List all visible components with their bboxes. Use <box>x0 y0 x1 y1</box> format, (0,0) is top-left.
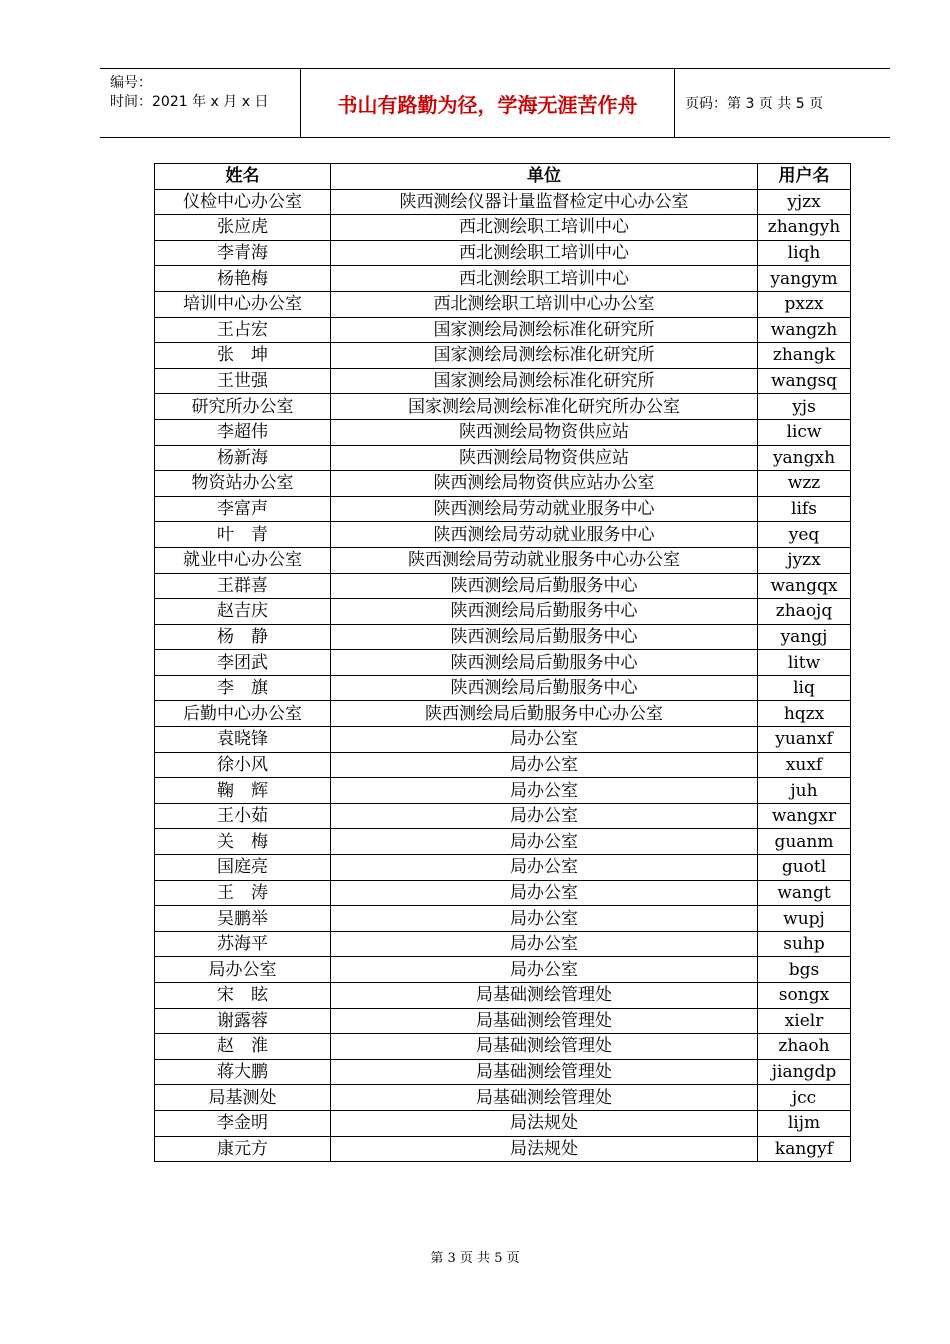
cell-name: 蒋大鹏 <box>155 1059 331 1085</box>
table-row <box>155 317 851 343</box>
cell-name: 徐小风 <box>155 752 331 778</box>
cell-username: yangym <box>758 266 851 292</box>
cell-name: 仪检中心办公室 <box>155 189 331 215</box>
cell-unit: 局办公室 <box>331 931 758 957</box>
table-row <box>155 343 851 369</box>
cell-unit: 陕西测绘局后勤服务中心 <box>331 675 758 701</box>
table-row <box>155 1110 851 1136</box>
cell-unit: 局办公室 <box>331 829 758 855</box>
cell-unit: 陕西测绘局物资供应站 <box>331 445 758 471</box>
cell-unit: 局办公室 <box>331 957 758 983</box>
cell-name: 李 旗 <box>155 675 331 701</box>
cell-username: wangzh <box>758 317 851 343</box>
cell-unit: 西北测绘职工培训中心 <box>331 215 758 241</box>
cell-username: wupj <box>758 906 851 932</box>
table-row <box>155 419 851 445</box>
cell-name: 李金明 <box>155 1110 331 1136</box>
table-row <box>155 1008 851 1034</box>
cell-unit: 局办公室 <box>331 803 758 829</box>
cell-username: yjs <box>758 394 851 420</box>
column-header-unit: 单位 <box>331 164 758 190</box>
table-row <box>155 215 851 241</box>
table-row <box>155 368 851 394</box>
table-row <box>155 496 851 522</box>
cell-unit: 国家测绘局测绘标准化研究所 <box>331 343 758 369</box>
cell-username: songx <box>758 983 851 1009</box>
cell-name: 研究所办公室 <box>155 394 331 420</box>
table-row <box>155 880 851 906</box>
cell-username: pxzx <box>758 291 851 317</box>
cell-name: 鞠 辉 <box>155 778 331 804</box>
cell-username: zhangyh <box>758 215 851 241</box>
cell-unit: 局基础测绘管理处 <box>331 1008 758 1034</box>
cell-username: wangqx <box>758 573 851 599</box>
cell-name: 王小茹 <box>155 803 331 829</box>
cell-unit: 局法规处 <box>331 1110 758 1136</box>
table-row <box>155 701 851 727</box>
cell-username: liq <box>758 675 851 701</box>
cell-username: xielr <box>758 1008 851 1034</box>
cell-unit: 陕西测绘仪器计量监督检定中心办公室 <box>331 189 758 215</box>
cell-username: yeq <box>758 522 851 548</box>
cell-username: yangj <box>758 624 851 650</box>
cell-unit: 陕西测绘局劳动就业服务中心办公室 <box>331 547 758 573</box>
cell-username: jyzx <box>758 547 851 573</box>
cell-name: 张 坤 <box>155 343 331 369</box>
cell-unit: 局基础测绘管理处 <box>331 983 758 1009</box>
cell-name: 谢露蓉 <box>155 1008 331 1034</box>
table-row <box>155 1059 851 1085</box>
header-meta <box>100 69 301 137</box>
cell-name: 王群喜 <box>155 573 331 599</box>
page-header <box>100 68 890 138</box>
table-row <box>155 599 851 625</box>
page-footer: 第 3 页 共 5 页 <box>430 1251 520 1266</box>
cell-unit: 西北测绘职工培训中心办公室 <box>331 291 758 317</box>
cell-unit: 国家测绘局测绘标准化研究所 <box>331 317 758 343</box>
cell-unit: 陕西测绘局物资供应站办公室 <box>331 471 758 497</box>
table-row <box>155 855 851 881</box>
cell-name: 杨艳梅 <box>155 266 331 292</box>
cell-name: 国庭亮 <box>155 855 331 881</box>
number-label: 编号： <box>110 75 152 91</box>
cell-username: hqzx <box>758 701 851 727</box>
cell-username: jiangdp <box>758 1059 851 1085</box>
cell-name: 袁晓锋 <box>155 727 331 753</box>
cell-unit: 陕西测绘局后勤服务中心办公室 <box>331 701 758 727</box>
cell-name: 康元方 <box>155 1136 331 1162</box>
cell-unit: 局基础测绘管理处 <box>331 1059 758 1085</box>
table-row <box>155 931 851 957</box>
cell-unit: 局办公室 <box>331 727 758 753</box>
cell-unit: 陕西测绘局劳动就业服务中心 <box>331 496 758 522</box>
cell-username: xuxf <box>758 752 851 778</box>
table-row <box>155 445 851 471</box>
cell-name: 杨 静 <box>155 624 331 650</box>
cell-name: 吴鹏举 <box>155 906 331 932</box>
table-row <box>155 1085 851 1111</box>
cell-name: 李团武 <box>155 650 331 676</box>
cell-username: suhp <box>758 931 851 957</box>
cell-username: lijm <box>758 1110 851 1136</box>
table-row <box>155 957 851 983</box>
header-slogan: 书山有路勤为径，学海无涯苦作舟 <box>301 69 675 137</box>
table-row <box>155 983 851 1009</box>
cell-name: 王世强 <box>155 368 331 394</box>
table-row <box>155 573 851 599</box>
cell-name: 苏海平 <box>155 931 331 957</box>
cell-username: yjzx <box>758 189 851 215</box>
cell-username: wangxr <box>758 803 851 829</box>
cell-unit: 国家测绘局测绘标准化研究所 <box>331 368 758 394</box>
cell-unit: 陕西测绘局后勤服务中心 <box>331 624 758 650</box>
table-header-row <box>155 164 851 190</box>
table-row <box>155 1034 851 1060</box>
table-row <box>155 624 851 650</box>
cell-name: 李超伟 <box>155 419 331 445</box>
cell-username: bgs <box>758 957 851 983</box>
cell-username: litw <box>758 650 851 676</box>
table-row <box>155 906 851 932</box>
table-row <box>155 394 851 420</box>
cell-name: 王 涛 <box>155 880 331 906</box>
cell-unit: 局办公室 <box>331 778 758 804</box>
user-roster-table <box>154 163 851 1162</box>
cell-name: 赵 淮 <box>155 1034 331 1060</box>
cell-name: 培训中心办公室 <box>155 291 331 317</box>
cell-username: guotl <box>758 855 851 881</box>
cell-unit: 局办公室 <box>331 855 758 881</box>
table-row <box>155 675 851 701</box>
cell-unit: 陕西测绘局物资供应站 <box>331 419 758 445</box>
cell-unit: 西北测绘职工培训中心 <box>331 266 758 292</box>
cell-name: 叶 青 <box>155 522 331 548</box>
cell-username: lifs <box>758 496 851 522</box>
table-row <box>155 650 851 676</box>
cell-username: wangt <box>758 880 851 906</box>
cell-unit: 局法规处 <box>331 1136 758 1162</box>
cell-name: 张应虎 <box>155 215 331 241</box>
cell-username: zhaojq <box>758 599 851 625</box>
cell-username: licw <box>758 419 851 445</box>
cell-username: yuanxf <box>758 727 851 753</box>
cell-unit: 国家测绘局测绘标准化研究所办公室 <box>331 394 758 420</box>
cell-unit: 陕西测绘局后勤服务中心 <box>331 573 758 599</box>
cell-unit: 局办公室 <box>331 880 758 906</box>
cell-unit: 局基础测绘管理处 <box>331 1085 758 1111</box>
table-row <box>155 522 851 548</box>
cell-username: wangsq <box>758 368 851 394</box>
table-row <box>155 752 851 778</box>
cell-username: guanm <box>758 829 851 855</box>
table-row <box>155 1136 851 1162</box>
table-row <box>155 240 851 266</box>
table-row <box>155 471 851 497</box>
cell-name: 物资站办公室 <box>155 471 331 497</box>
cell-name: 王占宏 <box>155 317 331 343</box>
cell-username: kangyf <box>758 1136 851 1162</box>
cell-name: 宋 眩 <box>155 983 331 1009</box>
table-row <box>155 778 851 804</box>
cell-username: wzz <box>758 471 851 497</box>
table-row <box>155 803 851 829</box>
cell-name: 后勤中心办公室 <box>155 701 331 727</box>
cell-unit: 局基础测绘管理处 <box>331 1034 758 1060</box>
table-row <box>155 291 851 317</box>
cell-unit: 局办公室 <box>331 906 758 932</box>
cell-unit: 局办公室 <box>331 752 758 778</box>
cell-unit: 陕西测绘局后勤服务中心 <box>331 599 758 625</box>
table-row <box>155 727 851 753</box>
cell-unit: 西北测绘职工培训中心 <box>331 240 758 266</box>
cell-name: 李青海 <box>155 240 331 266</box>
cell-name: 就业中心办公室 <box>155 547 331 573</box>
table-row <box>155 547 851 573</box>
cell-username: juh <box>758 778 851 804</box>
cell-name: 赵吉庆 <box>155 599 331 625</box>
column-header-username: 用户名 <box>758 164 851 190</box>
header-page-info: 页码：第 3 页 共 5 页 <box>685 96 824 112</box>
cell-username: zhangk <box>758 343 851 369</box>
cell-username: yangxh <box>758 445 851 471</box>
time-line: 时间：2021 年 x 月 x 日 <box>110 94 269 110</box>
cell-name: 局基测处 <box>155 1085 331 1111</box>
cell-username: zhaoh <box>758 1034 851 1060</box>
table-row <box>155 266 851 292</box>
table-row <box>155 189 851 215</box>
column-header-name: 姓名 <box>155 164 331 190</box>
table-row <box>155 829 851 855</box>
cell-name: 局办公室 <box>155 957 331 983</box>
cell-name: 关 梅 <box>155 829 331 855</box>
cell-unit: 陕西测绘局劳动就业服务中心 <box>331 522 758 548</box>
cell-name: 李富声 <box>155 496 331 522</box>
cell-unit: 陕西测绘局后勤服务中心 <box>331 650 758 676</box>
cell-name: 杨新海 <box>155 445 331 471</box>
table-body <box>155 189 851 1162</box>
cell-username: liqh <box>758 240 851 266</box>
cell-username: jcc <box>758 1085 851 1111</box>
